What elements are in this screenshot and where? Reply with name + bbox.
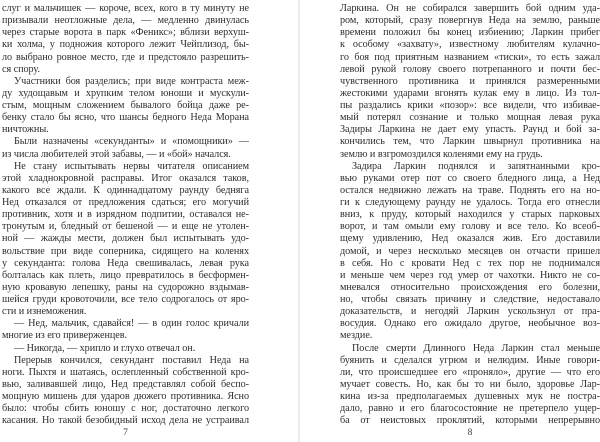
text-line: го боя под приятным названием «тиски», то есть зажал [340,51,600,63]
text-line: дало, равно и его благосостояние не претерпело ущер- [340,403,600,415]
text-line: После смерти Длинного Неда Ларкин стал меньше [352,342,600,354]
text-line: многие из его приверженцев. [2,330,128,342]
text-line: какого все ждали. К одиннадцатому раунду бедняга [2,184,249,196]
text-line: ду худощавым и хрупким телом юноши и мускули- [2,87,249,99]
text-line: Участники боя разделись; при виде контраста меж- [14,75,249,87]
text-line: остался недвижно лежать на траве. Поднять его на но- [340,184,600,196]
text-line: пы раздались крики «позор»: все видели, что избивае- [340,100,600,111]
text-line: ничтожны. [2,124,49,136]
text-line: вью, заливавшей лицо, Нед представлял собой беспо- [2,378,249,390]
text-line: ли, что происшедшее его «проняло», другие — что его [340,366,600,378]
text-line: ся спору. [2,63,40,75]
text-line: ба от неистовых проклятий, которыми непрерывно [340,415,600,427]
text-line: ки холма, у подножия которого лежит Чейплизод, бы- [2,39,249,51]
text-line: кина из-за предполагаемых душевных мук не постра- [340,391,600,402]
text-line: щему удивлению, Нед оказался жив. Его доставили [340,233,600,245]
text-line: ноги. Пыхтя и шатаясь, ослепленный собственной кро- [2,366,249,378]
text-line: было: чтобы сбить юношу с ног, достаточно легкого [2,403,249,415]
text-line: Были назначены «секунданты» и «помощники» — [14,136,249,148]
text-line: этой хладнокровной расправы. Итог оказался таков, [2,172,249,184]
text-line: бенку стало бы ясно, что шансы бедного Неда Морана [2,112,249,124]
text-line: вью руками отер пот со своего бледного лица, а Нед [340,172,600,184]
text-line: левой рукой голову своего потрепанного и почти бес- [340,63,600,75]
text-line: мучает совесть. Но, как бы то ни было, здоровье Лар- [340,378,600,390]
text-line: мый потерял сознание и только мощная левая рука [340,112,600,124]
text-line: мощную мишень для ударов дюжего противника. Ясно [2,391,249,402]
text-line: у секунданта: голова Неда свешивалась, левая рука [2,257,249,269]
text-line: стым, мощным сложением бывалого бойца даже ре- [2,100,249,111]
text-line: ворот, и там омыли ему голову и все тело. Ко всеоб- [340,221,600,233]
text-line: из числа любителей этой забавы, — и «бой» начался. [2,148,231,160]
text-line: буянить и сделался угрюм и нелюдим. Иные говори- [340,354,600,366]
text-line: ло выбрано ровное место, где и предстояло разрешить- [2,51,249,63]
text-line: Задиры Ларкина не дает ему упасть. Раунд и бой за- [340,124,600,136]
text-line: ги к следующему раунду не удалось. Тогда его отнесли [340,197,600,208]
text-line: землю и взгромоздился коленями ему на грудь. [340,148,543,160]
text-line: но, чтобы связать причину и следствие, недоставало [340,294,600,305]
text-line: вольствие при виде соперника, сидящего на коленях [2,245,249,257]
text-line: Не стану испытывать нервы читателя описанием [14,160,249,172]
text-line: Перерыв кончился, секундант поставил Неда на [14,354,249,366]
text-line: в себя. Но с кровати Нед с тех пор не поднимался [340,257,600,269]
page-left-text [2,3,249,427]
text-line: слуг и мальчишек — короче, всех, кого в ту минуту не [2,3,249,14]
text-line: вниз, к пруду, который находился у старых парковых [340,209,600,221]
page-divider [298,0,300,442]
page-right[interactable] [340,3,600,442]
text-line: тронутым и, бледный от бешеной — и еще не утолен- [2,221,249,233]
text-line: восудия. Однако его ожидало другое, необычное воз- [340,318,600,330]
text-line: ром, который, сразу повергнув Неда на землю, раньше [340,15,600,27]
text-line: через старые ворота в парк «Феникс»; вблизи верхуш- [2,27,249,39]
text-line: противник, хотя и в изрядном подпитии, оставался не- [2,209,249,221]
text-line: времени положил бы конец избиению; Ларкин прибег [340,27,600,39]
text-line: мездие. [340,330,373,342]
text-line: Ларкина. Он не собирался завершить бой одним уда- [340,3,600,14]
text-line: ную кровавую лепешку, раны на судорожно вздымав- [2,281,249,293]
page-right-text [340,3,600,427]
text-line: сти и изнеможения. [2,306,87,318]
text-line: — Нед, мальчик, сдавайся! — в один голос кричали [14,318,249,330]
text-line: Нед отказался от предложения сдаться; его могучий [2,197,249,208]
text-line: кончились тем, что Ларкин швырнул противника на [340,136,600,148]
text-line: жестокими ударами вгонять кулак ему в лицо. Из тол- [340,87,600,99]
text-line: доказательств, и негодяй Ларкин ускользнул от пра- [340,306,600,318]
page-left[interactable] [2,3,249,442]
text-line: болталась как плеть, лицо превратилось в бесформен- [2,269,249,281]
text-line: и меньше чем через год умер от чахотки. Никто не со- [340,269,600,281]
text-line: Задира Ларкин поднялся и запятнанными кро- [352,160,600,172]
text-line: ной — жажды мести, должен был испытывать удо- [2,233,249,245]
text-line: к особому «захвату», известному любителям кулачно- [340,39,600,51]
text-line: мневался относительно происхождения его болезни, [340,281,600,293]
text-line: домой, и через несколько месяцев он отчасти пришел [340,245,600,257]
text-line: касания. Но такой безобидный исход дела не устраивал [2,415,249,427]
page-left-number: 7 [123,428,128,438]
text-line: шейся груди кровоточили, все тело содрогалось от яро- [2,294,249,305]
text-line: призывали неотложные дела, — медленно двинулась [2,15,249,27]
page-right-number: 8 [467,428,473,438]
text-line: — Никогда, — хрипло и глухо отвечал он. [14,342,196,354]
text-line: чувственного противника и принялся размеренными [340,75,600,87]
